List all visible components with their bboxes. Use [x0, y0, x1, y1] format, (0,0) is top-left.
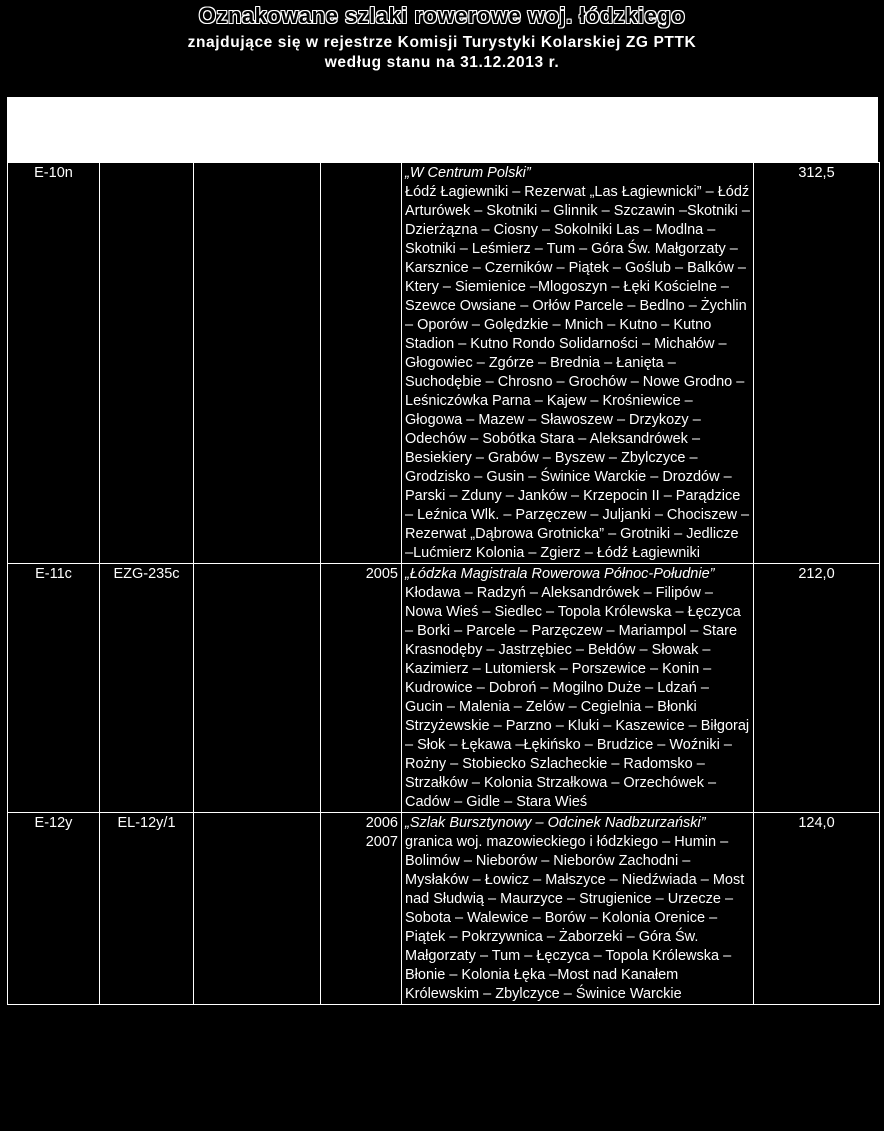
document-title: Oznakowane szlaki rowerowe woj. łódzkiego	[198, 3, 686, 28]
table-row	[8, 564, 880, 813]
table-row	[8, 813, 880, 1005]
trail-route-cell	[402, 813, 754, 1005]
trail-col3	[194, 163, 321, 564]
table-row	[8, 163, 880, 564]
trail-pttk-code: EL-12y/1	[100, 813, 194, 1005]
document-subtitle-line1: znajdujące się w rejestrze Komisji Turystyki Kolarskiej ZG PTTK	[187, 34, 697, 51]
document-subtitle-line2: według stanu na 31.12.2013 r.	[324, 54, 560, 71]
trail-code: E-11c	[8, 564, 100, 813]
trails-table	[7, 162, 880, 1005]
trail-year: 2006 2007	[321, 813, 402, 1005]
table-header-band	[7, 97, 878, 162]
trail-length: 124,0	[754, 813, 880, 1005]
trail-route-cell	[402, 163, 754, 564]
trail-pttk-code: EZG-235c	[100, 564, 194, 813]
trail-length: 212,0	[754, 564, 880, 813]
trail-code: E-10n	[8, 163, 100, 564]
trail-year: 2005	[321, 564, 402, 813]
trail-code: E-12y	[8, 813, 100, 1005]
trail-col3	[194, 813, 321, 1005]
trail-pttk-code	[100, 163, 194, 564]
trail-route: Kłodawa – Radzyń – Aleksandrówek – Filipów – Nowa Wieś – Siedlec – Topola Królewska – Łęczyca – Borki – Parcele – Parzęczew – Mariampol – Stare Krasnodęby – Jastrzębiec – Bełdów – Słowak – Kazimierz – Lutomiersk – Porszewice – Konin – Kudrowice – Dobroń – Mogilno Duże – Ldzań – Gucin – Malenia – Zelów – Cegielnia – Błonki Strzyżewskie – Parzno – Kluki – Kaszewice – Biłgoraj – Słok – Łękawa –Łękińsko – Brudzice – Woźniki – Rożny – Stobiecko Szlacheckie – Radomsko – Strzałków – Kolonia Strzałkowa – Orzechówek – Cadów – Gidle – Stara Wieś	[405, 585, 750, 810]
trail-name: „Łódzka Magistrala Rowerowa Północ-Południe”	[405, 566, 715, 582]
trail-length: 312,5	[754, 163, 880, 564]
trail-route-cell	[402, 564, 754, 813]
trail-name: „Szlak Bursztynowy – Odcinek Nadbzurzański”	[405, 815, 706, 831]
trail-route: Łódź Łagiewniki – Rezerwat „Las Łagiewnicki” – Łódź Arturówek – Skotniki – Glinnik – Szczawin –Skotniki – Dzierżązna – Ciosny – Sokolniki Las – Modlna – Skotniki – Leśmierz – Tum – Góra Św. Małgorzaty – Karsznice – Czerników – Piątek – Goślub – Balków – Ktery – Siemienice –Mlogoszyn – Łęki Kościelne – Szewce Owsiane – Orłów Parcele – Bedlno – Żychlin – Oporów – Golędzkie – Mnich – Kutno – Kutno Stadion – Kutno Rondo Solidarności – Michałów – Głogowiec – Zgórze – Brednia – Łanięta – Suchodębie – Chrosno – Grochów – Nowe Grodno – Leśniczówka Parna – Kajew – Krośniewice – Głogowa – Mazew – Sławoszew – Drzykozy – Odechów – Sobótka Stara – Aleksandrówek – Besiekiery – Grabów – Byszew – Zbylczyce – Grodzisko – Gusin – Świnice Warckie – Drozdów – Parski – Zduny – Janków – Krzepocin II – Parądzice – Leźnica Wlk. – Parzęczew – Juljanki – Chociszew – Rezerwat „Dąbrowa Grotnicka” – Grotniki – Jedlicze –Lućmierz Kolonia – Zgierz – Łódź Łagiewniki	[405, 184, 750, 561]
trail-year	[321, 163, 402, 564]
trail-col3	[194, 564, 321, 813]
trail-route: granica woj. mazowieckiego i łódzkiego – Humin – Bolimów – Nieborów – Nieborów Zachodni – Mysłaków – Łowicz – Małszyce – Niedźwiada – Most nad Słudwią – Maurzyce – Strugienice – Urzecze – Sobota – Walewice – Borów – Kolonia Orenice – Piątek – Pokrzywnica – Żaborzeki – Góra Św. Małgorzaty – Tum – Łęczyca – Topola Królewska – Błonie – Kolonia Łęka –Most nad Kanałem Królewskim – Zbylczyce – Świnice Warckie	[405, 834, 745, 1002]
trail-name: „W Centrum Polski”	[405, 165, 531, 181]
